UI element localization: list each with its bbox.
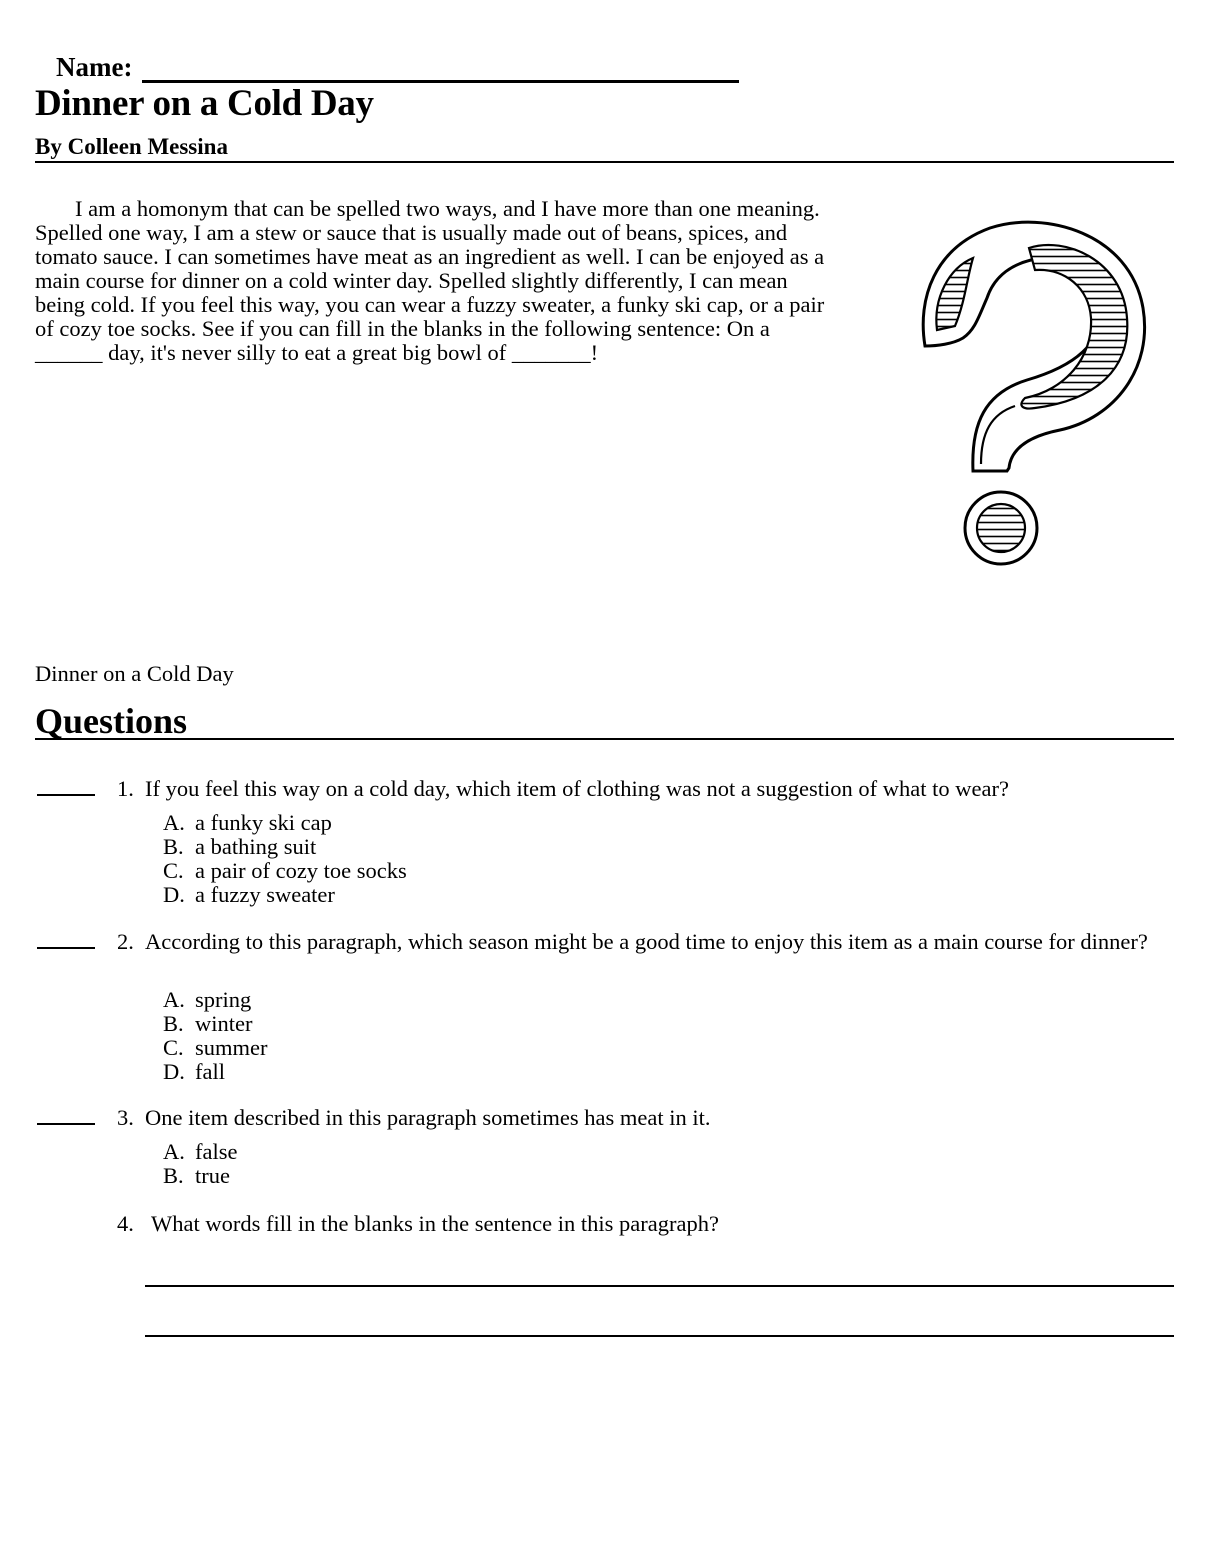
answer-write-line-2[interactable] [145, 1335, 1174, 1337]
answer-option[interactable] [163, 1036, 268, 1060]
answer-write-line-1[interactable] [145, 1285, 1174, 1287]
option-text: a pair of cozy toe socks [195, 858, 407, 883]
option-letter: A. [163, 810, 185, 835]
answer-option[interactable] [163, 811, 407, 835]
option-letter: D. [163, 882, 185, 907]
option-text: spring [195, 987, 252, 1012]
answer-option[interactable] [163, 1164, 237, 1188]
option-letter: C. [163, 858, 184, 883]
option-letter: A. [163, 987, 185, 1012]
answer-option[interactable] [163, 1140, 237, 1164]
answer-option[interactable] [163, 883, 407, 907]
header-rule [35, 161, 1174, 163]
option-text: a fuzzy sweater [195, 882, 335, 907]
author-byline: By Colleen Messina [35, 134, 228, 159]
option-text: a bathing suit [195, 834, 317, 859]
option-letter: C. [163, 1035, 184, 1060]
answer-blank[interactable] [37, 794, 95, 796]
option-letter: D. [163, 1059, 185, 1084]
answer-option[interactable] [163, 835, 407, 859]
answer-option[interactable] [163, 859, 407, 883]
name-row [56, 52, 739, 83]
footer-title: Dinner on a Cold Day [35, 661, 234, 686]
questions-heading: Questions [35, 701, 188, 741]
passage-text: I am a homonym that can be spelled two ways, and I have more than one meaning. Spelled one way, I am a stew or sauce that is usually made out of beans, spices, and tomato sauce. I can sometimes have meat as an ingredient as well. I can be enjoyed as a main course for dinner on a cold winter day. Spelled slightly differently, I can mean being cold. If you feel this way, you can wear a fuzzy sweater, a funky ski cap, or a pair of cozy toe socks. See if you can fill in the blanks in the following sentence: On a ______ day, it's never silly to eat a great big bowl of _______! [35, 196, 825, 365]
answer-option[interactable] [163, 988, 268, 1012]
question-number: 4. [117, 1211, 134, 1236]
name-field-line[interactable] [142, 54, 739, 83]
answer-options [163, 811, 407, 907]
question-text: One item described in this paragraph sometimes has meat in it. [145, 1105, 711, 1130]
answer-options [163, 1140, 237, 1188]
answer-blank[interactable] [37, 1123, 95, 1125]
option-letter: B. [163, 834, 184, 859]
option-text: fall [195, 1059, 225, 1084]
question-number: 2. [117, 929, 134, 954]
answer-options [163, 988, 268, 1084]
question-text: What words fill in the blanks in the sentence in this paragraph? [151, 1211, 719, 1236]
question-text: According to this paragraph, which season might be a good time to enjoy this item as a main course for dinner? [145, 929, 1148, 954]
questions-rule [35, 738, 1174, 740]
option-text: winter [195, 1011, 253, 1036]
option-letter: B. [163, 1163, 184, 1188]
option-text: false [195, 1139, 238, 1164]
answer-option[interactable] [163, 1012, 268, 1036]
answer-blank[interactable] [37, 947, 95, 949]
option-text: true [195, 1163, 230, 1188]
question-number: 1. [117, 776, 134, 801]
answer-option[interactable] [163, 1060, 268, 1084]
option-text: a funky ski cap [195, 810, 332, 835]
option-letter: B. [163, 1011, 184, 1036]
question-mark-icon [915, 218, 1155, 573]
name-label: Name: [56, 52, 133, 82]
worksheet-title: Dinner on a Cold Day [35, 83, 374, 124]
question-number: 3. [117, 1105, 134, 1130]
option-letter: A. [163, 1139, 185, 1164]
question-text: If you feel this way on a cold day, which item of clothing was not a suggestion of what to wear? [145, 776, 1009, 801]
option-text: summer [195, 1035, 268, 1060]
